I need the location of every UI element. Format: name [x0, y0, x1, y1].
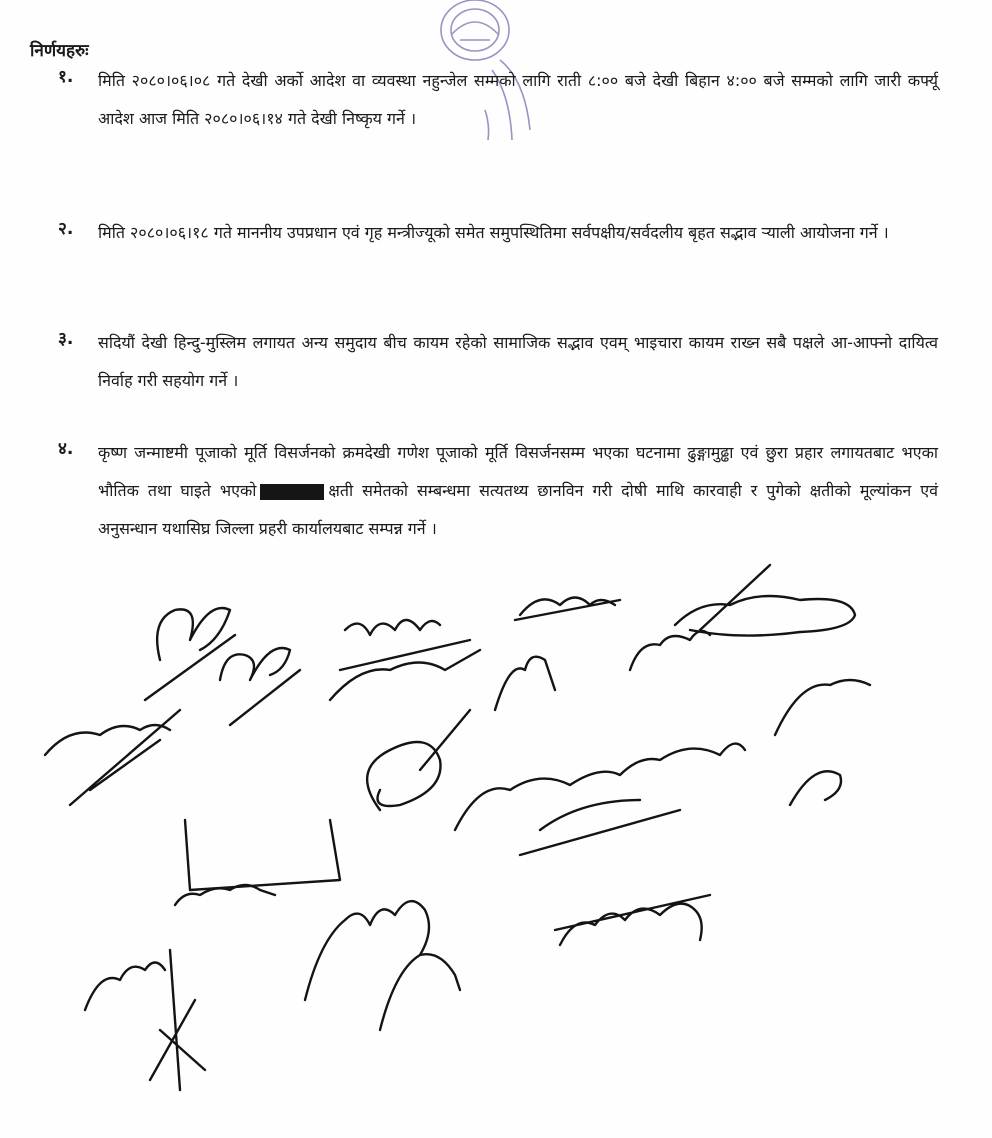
signature	[775, 680, 870, 805]
item-number: १.	[58, 67, 74, 87]
item-number: २.	[58, 219, 74, 239]
item-text: मिति २०८०।०६।१८ गते माननीय उपप्रधान एवं गृह मन्त्रीज्यूको समेत समुपस्थितिमा सर्वपक्षीय/सर्वदलीय बृहत सद्भाव र्‍याली आयोजना गर्ने ।	[98, 223, 889, 242]
item-text-before: कृष्ण जन्माष्टमी पूजाको मूर्ति विसर्जनको क्रमदेखी गणेश पूजाको मूर्ति विसर्जनसम्म भएका घटनामा ढुङ्गामुढ्ढा एवं छुरा प्रहार लगायतबाट भएका भौतिक तथा घाइते भएको	[98, 443, 938, 500]
signature	[145, 608, 235, 700]
item-number: ३.	[58, 329, 74, 349]
decision-item	[58, 434, 938, 548]
signature	[515, 598, 620, 621]
signature	[555, 895, 710, 945]
signature	[85, 950, 205, 1090]
decision-item	[58, 324, 938, 400]
item-text: सदियौं देखी हिन्दु-मुस्लिम लगायत अन्य समुदाय बीच कायम रहेको सामाजिक सद्भाव एवम् भाइचारा कायम राख्न सबै पक्षले आ-आफ्नो दायित्व निर्वाह गरी सहयोग गर्ने ।	[98, 333, 938, 390]
decisions-heading: निर्णयहरुः	[30, 41, 89, 61]
signature	[305, 901, 460, 1030]
decision-item	[58, 62, 938, 138]
signature	[330, 620, 480, 700]
signature	[675, 565, 855, 636]
signature	[45, 710, 180, 805]
redaction-block	[260, 484, 324, 500]
signature	[185, 710, 470, 890]
signature-area	[0, 560, 992, 1130]
item-text	[98, 434, 938, 548]
signature	[455, 744, 745, 855]
decision-item	[58, 214, 938, 252]
item-number: ४.	[58, 439, 74, 459]
signature	[220, 648, 300, 725]
item-text-after: क्षती समेतको सम्बन्धमा सत्यतथ्य छानविन गरी दोषी माथि कारवाही र पुगेको क्षतीको मूल्यांकन एवं अनुसन्धान यथासिघ्र जिल्ला प्रहरी कार्यालयबाट सम्पन्न गर्ने ।	[98, 481, 938, 538]
item-text: मिति २०८०।०६।०८ गते देखी अर्को आदेश वा व्यवस्था नहुन्जेल सम्मको लागि राती ८:०० बजे देखी बिहान ४:०० बजे सम्मको लागि जारी कर्फ्यू आदेश आज मिति २०८०।०६।१४ गते देखी निष्कृय गर्ने ।	[98, 71, 938, 128]
signature	[495, 631, 710, 710]
